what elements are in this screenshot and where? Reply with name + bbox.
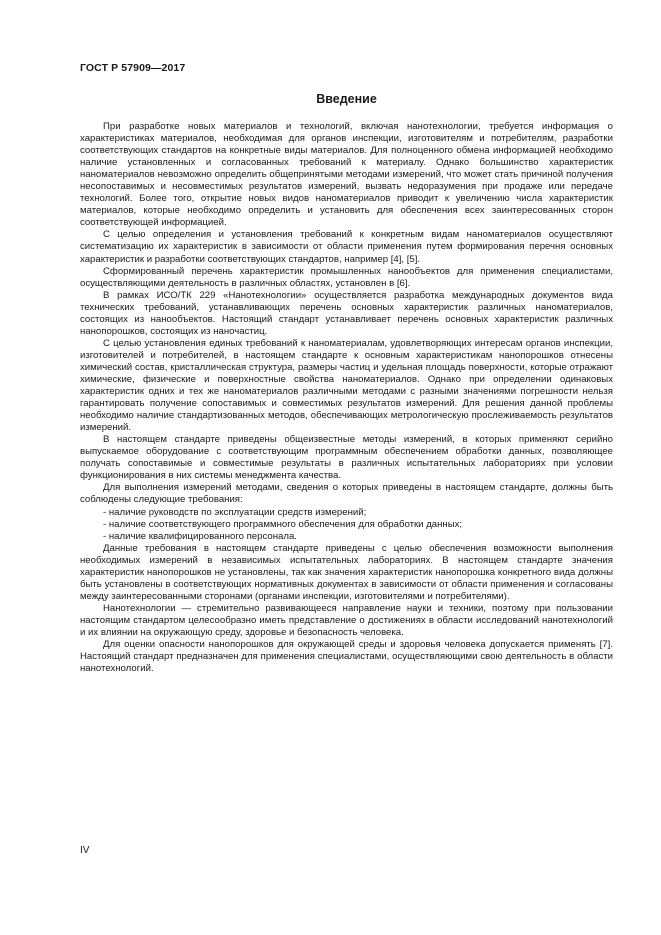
paragraph: Для оценки опасности нанопорошков для окружающей среды и здоровья человека допускается применять [7]. Настоящий стандарт предназначен для применения специалистами, осуществляющими свою деятельность в области нанотехнологий.	[80, 639, 613, 675]
paragraph: Для выполнения измерений методами, сведения о которых приведены в настоящем стандарте, должны быть соблюдены следующие требования:	[80, 482, 613, 506]
page-number: IV	[80, 845, 90, 856]
paragraph: Сформированный перечень характеристик промышленных нанообъектов для применения специалистами, осуществляющими деятельность в различных областях, установлен в [6].	[80, 265, 613, 289]
paragraph: При разработке новых материалов и технологий, включая нанотехнологии, требуется информация о характеристиках материалов, необходимая для органов инспекции, изготовителям и потребителям, разработки соответствующих стандартов на конкретные виды материалов. Для полноценного обмена информацией необходимо наличие установленных и согласованных требований к материалу. Однако большинство характеристик наноматериалов невозможно определить общепринятыми методами измерений, что может стать причиной получения несопоставимых и несовместимых результатов измерений, вызвать недоразумения при продаже или передаче технологий. Более того, открытие новых видов наноматериалов приводит к увеличению числа характеристик материалов, которые необходимо определить и установить для обеспечения всех заинтересованных сторон соответствующей информацией.	[80, 121, 613, 229]
introduction-body	[80, 121, 613, 675]
paragraph: В настоящем стандарте приведены общеизвестные методы измерений, в которых применяют серийно выпускаемое оборудование с соответствующим программным обеспечением обработки данных, позволяющее получать сопоставимые и совместимые результаты в различных испытательных лабораториях при условии функционирования в них системы менеджмента качества.	[80, 434, 613, 482]
paragraph: В рамках ИСО/ТК 229 «Нанотехнологии» осуществляется разработка международных документов вида технических требований, устанавливающих перечень основных характеристик различных наноматериалов, состоящих из нанообъектов. Настоящий стандарт устанавливает перечень основных характеристик различных нанопорошков, состоящих из наночастиц.	[80, 289, 613, 337]
list-item: - наличие квалифицированного персонала.	[103, 530, 297, 542]
paragraph: С целью установления единых требований к наноматериалам, удовлетворяющих интересам органов инспекции, изготовителей и потребителей, в настоящем стандарте к основным характеристикам нанопорошков отнесены химический состав, кристаллическая структура, размеры частиц и удельная площадь поверхности, которые отражают химические, физические и поверхностные свойства наноматериалов. Однако при определении одинаковых характеристик одних и тех же наноматериалов различными методами с разными значениями погрешности нельзя гарантировать получение сопоставимых и совместимых результатов измерений. Для решения данной проблемы необходимо наличие стандартизованных методов, обеспечивающих метрологическую прослеживаемость результатов измерений.	[80, 337, 613, 434]
section-title: Введение	[316, 92, 377, 106]
list-item: - наличие соответствующего программного обеспечения для обработки данных;	[103, 518, 463, 530]
document-code-header: ГОСТ Р 57909—2017	[80, 62, 186, 74]
list-item: - наличие руководств по эксплуатации средств измерений;	[103, 506, 367, 518]
paragraph: С целью определения и установления требований к конкретным видам наноматериалов осуществляют систематизацию их характеристик в зависимости от области применения путем формирования перечня основных характеристик и разработки соответствующих стандартов, например [4], [5].	[80, 229, 613, 265]
paragraph: Нанотехнологии — стремительно развивающееся направление науки и техники, поэтому при пользовании настоящим стандартом целесообразно иметь представление о достижениях в области исследований нанотехнологий и их влиянии на окружающую среду, здоровье и безопасность человека.	[80, 602, 613, 638]
paragraph: Данные требования в настоящем стандарте приведены с целью обеспечения возможности выполнения необходимых измерений в независимых испытательных лабораториях. В настоящем стандарте значения характеристик нанопорошков не установлены, так как значения характеристик нанопорошка конкретного вида должны быть установлены в соответствующих нормативных документах в зависимости от области применения и согласованы между заинтересованными сторонами (органами инспекции, изготовителями и потребителями).	[80, 542, 613, 602]
